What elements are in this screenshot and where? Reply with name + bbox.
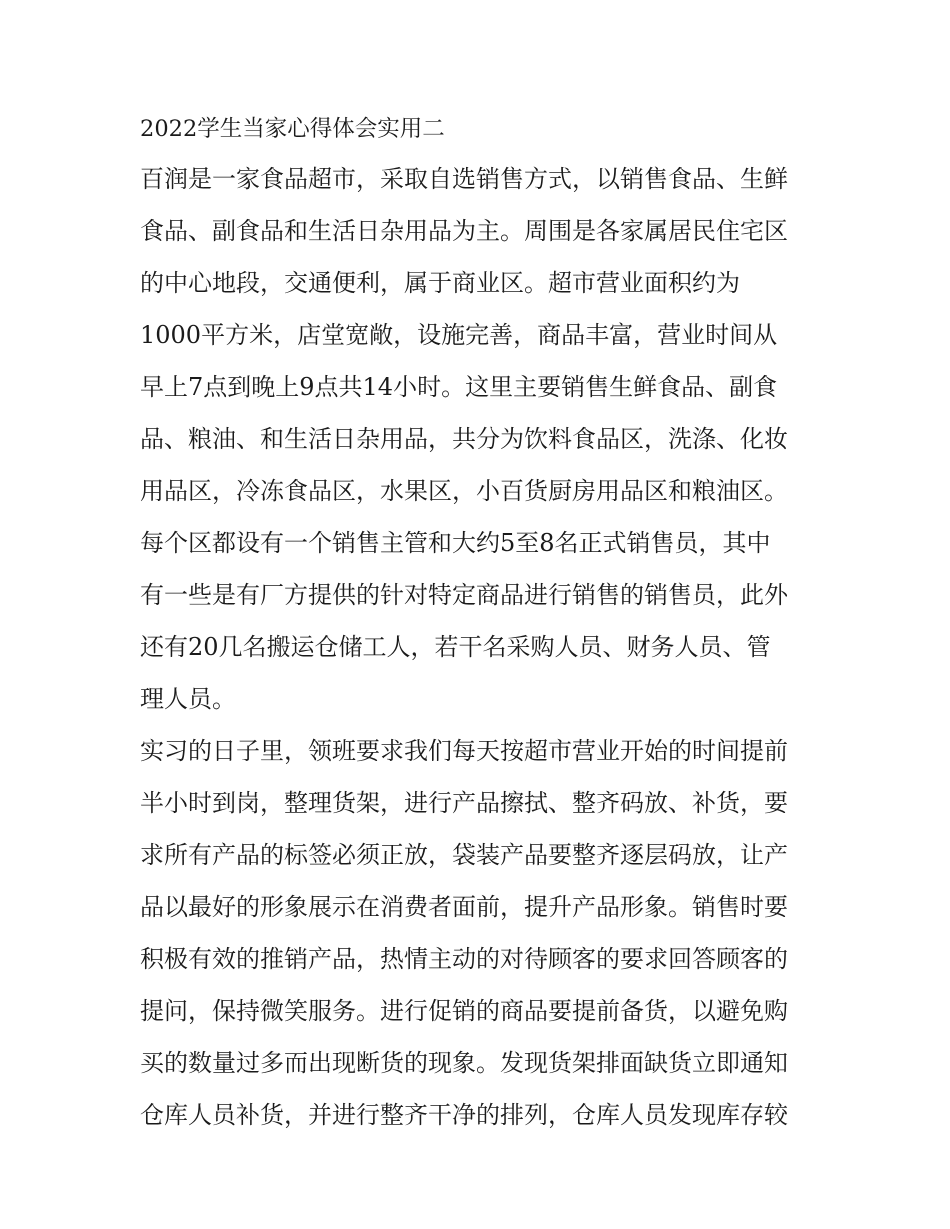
text-line: 的中心地段，交通便利，属于商业区。超市营业面积约为 xyxy=(140,269,740,297)
document-body xyxy=(140,105,820,1141)
text-line: 品以最好的形象展示在消费者面前，提升产品形象。销售时要 xyxy=(140,893,788,921)
text-line: 还有20几名搬运仓储工人，若干名采购人员、财务人员、管 xyxy=(140,633,771,661)
text-line: 每个区都设有一个销售主管和大约5至8名正式销售员，其中 xyxy=(140,529,771,557)
text-line: 求所有产品的标签必须正放，袋装产品要整齐逐层码放，让产 xyxy=(140,841,788,869)
text-line: 百润是一家食品超市，采取自选销售方式，以销售食品、生鲜 xyxy=(140,165,788,193)
text-line: 食品、副食品和生活日杂用品为主。周围是各家属居民住宅区 xyxy=(140,217,788,245)
text-line: 理人员。 xyxy=(140,685,236,713)
paragraph-2 xyxy=(140,725,820,1141)
text-line: 品、粮油、和生活日杂用品，共分为饮料食品区，洗涤、化妆 xyxy=(140,425,788,453)
text-line: 半小时到岗，整理货架，进行产品擦拭、整齐码放、补货，要 xyxy=(140,789,788,817)
text-line: 早上7点到晚上9点共14小时。这里主要销售生鲜食品、副食 xyxy=(140,373,778,401)
text-line: 实习的日子里，领班要求我们每天按超市营业开始的时间提前 xyxy=(140,737,788,765)
text-line: 提问，保持微笑服务。进行促销的商品要提前备货，以避免购 xyxy=(140,997,788,1025)
document-title: 2022学生当家心得体会实用二 xyxy=(140,116,445,142)
text-line: 买的数量过多而出现断货的现象。发现货架排面缺货立即通知 xyxy=(140,1049,788,1077)
text-line: 仓库人员补货，并进行整齐干净的排列，仓库人员发现库存较 xyxy=(140,1101,788,1129)
text-line: 用品区，冷冻食品区，水果区，小百货厨房用品区和粮油区。 xyxy=(140,477,788,505)
text-line: 有一些是有厂方提供的针对特定商品进行销售的销售员，此外 xyxy=(140,581,788,609)
paragraph-1 xyxy=(140,153,820,725)
text-line: 1000平方米，店堂宽敞，设施完善，商品丰富，营业时间从 xyxy=(140,321,778,349)
text-line: 积极有效的推销产品，热情主动的对待顾客的要求回答顾客的 xyxy=(140,945,788,973)
